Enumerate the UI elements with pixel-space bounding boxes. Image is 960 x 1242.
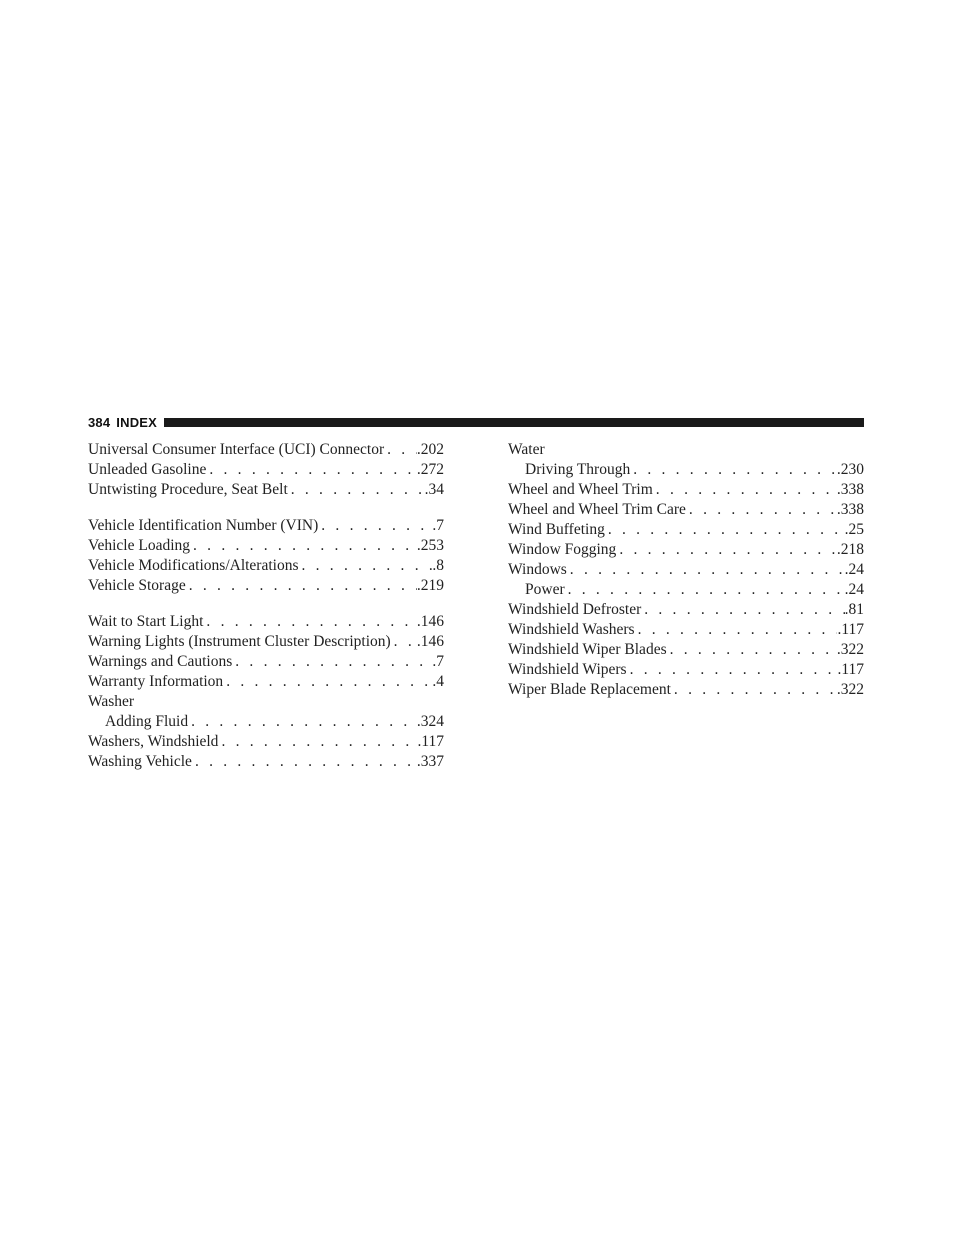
index-entry (88, 612, 444, 632)
entry-page: .34 (424, 481, 444, 498)
index-subentry (508, 580, 864, 600)
group-spacer (88, 500, 444, 516)
dot-leader (318, 516, 432, 536)
index-entry (508, 500, 864, 520)
entry-title: Power (525, 581, 565, 598)
dot-leader (630, 460, 837, 480)
header-rule (164, 418, 864, 427)
entry-title: Windshield Wiper Blades (508, 641, 667, 658)
entry-page: .81 (844, 601, 864, 618)
entry-title: Warning Lights (Instrument Cluster Description) (88, 633, 391, 650)
index-entry (88, 752, 444, 772)
group-spacer (88, 596, 444, 612)
dot-leader (565, 580, 845, 600)
dot-leader (188, 712, 417, 732)
entry-page: .338 (836, 501, 864, 518)
entry-title: Vehicle Loading (88, 537, 191, 554)
entry-page: .202 (416, 441, 444, 458)
entry-title: Driving Through (525, 461, 631, 478)
index-entry (88, 576, 444, 596)
entry-title: Universal Consumer Interface (UCI) Connector (88, 441, 385, 458)
entry-title: Windshield Wipers (508, 661, 627, 678)
index-entry (88, 652, 444, 672)
dot-leader (671, 680, 837, 700)
entry-page: .24 (844, 561, 864, 578)
entry-title: Vehicle Identification Number (VIN) (88, 517, 319, 534)
index-heading: Water (508, 441, 545, 458)
entry-title: Vehicle Modifications/Alterations (88, 557, 299, 574)
dot-leader (567, 560, 845, 580)
index-entry (508, 600, 864, 620)
entry-title: Window Fogging (508, 541, 617, 558)
index-entry (508, 620, 864, 640)
dot-leader (391, 632, 417, 652)
entry-page: .7 (432, 517, 444, 534)
dot-leader (616, 540, 837, 560)
dot-leader (203, 612, 416, 632)
index-entry (88, 536, 444, 556)
header-label (88, 415, 157, 430)
entry-title: Wheel and Wheel Trim Care (508, 501, 686, 518)
dot-leader (653, 480, 837, 500)
entry-title: Warnings and Cautions (88, 653, 233, 670)
entry-page: .117 (417, 733, 444, 750)
dot-leader (686, 500, 837, 520)
page-number: 384 (88, 414, 111, 430)
dot-leader (667, 640, 837, 660)
dot-leader (635, 620, 838, 640)
entry-title: Adding Fluid (105, 713, 189, 730)
dot-leader (299, 556, 433, 576)
entry-page: .272 (416, 461, 444, 478)
entry-title: Untwisting Procedure, Seat Belt (88, 481, 288, 498)
index-subentry (88, 712, 444, 732)
dot-leader (192, 752, 417, 772)
entry-title: Washers, Windshield (88, 733, 219, 750)
section-title: INDEX (116, 414, 158, 430)
index-entry (508, 540, 864, 560)
entry-page: .7 (432, 653, 444, 670)
index-entry (88, 516, 444, 536)
entry-page: .230 (836, 461, 864, 478)
index-entry (508, 640, 864, 660)
index-column-left (88, 440, 444, 772)
entry-page: .25 (844, 521, 864, 538)
entry-page: .338 (836, 481, 864, 498)
index-entry (88, 480, 444, 500)
entry-page: .146 (416, 633, 444, 650)
dot-leader (288, 480, 425, 500)
entry-title: Wiper Blade Replacement (508, 681, 671, 698)
dot-leader (232, 652, 432, 672)
index-entry (88, 556, 444, 576)
dot-leader (190, 536, 417, 556)
index-entry (508, 560, 864, 580)
dot-leader (641, 600, 844, 620)
entry-page: .322 (836, 641, 864, 658)
dot-leader (605, 520, 845, 540)
index-entry (88, 672, 444, 692)
index-entry (508, 480, 864, 500)
entry-title: Windshield Defroster (508, 601, 642, 618)
entry-title: Windshield Washers (508, 621, 635, 638)
index-entry (508, 680, 864, 700)
index-entry (88, 732, 444, 752)
entry-title: Wheel and Wheel Trim (508, 481, 653, 498)
entry-page: .146 (416, 613, 444, 630)
entry-title: Wind Buffeting (508, 521, 605, 538)
index-column-right (508, 440, 864, 700)
index-entry (88, 460, 444, 480)
entry-title: Warranty Information (88, 673, 224, 690)
page-header (88, 414, 864, 430)
entry-page: .218 (836, 541, 864, 558)
index-entry (88, 440, 444, 460)
entry-title: Washing Vehicle (88, 753, 192, 770)
index-entry (508, 660, 864, 680)
dot-leader (627, 660, 838, 680)
entry-page: .324 (416, 713, 444, 730)
entry-page: .337 (416, 753, 444, 770)
entry-page: .219 (416, 577, 444, 594)
entry-title: Windows (508, 561, 567, 578)
entry-title: Unleaded Gasoline (88, 461, 207, 478)
entry-page: .4 (432, 673, 444, 690)
index-entry (88, 632, 444, 652)
entry-page: .8 (432, 557, 444, 574)
entry-page: .117 (837, 621, 864, 638)
entry-title: Wait to Start Light (88, 613, 204, 630)
index-subentry (508, 460, 864, 480)
entry-title: Vehicle Storage (88, 577, 186, 594)
entry-page: .117 (837, 661, 864, 678)
dot-leader (223, 672, 432, 692)
index-heading: Washer (88, 693, 135, 710)
dot-leader (384, 440, 417, 460)
entry-page: .322 (836, 681, 864, 698)
entry-page: .253 (416, 537, 444, 554)
index-entry (508, 520, 864, 540)
dot-leader (206, 460, 417, 480)
dot-leader (218, 732, 417, 752)
entry-page: .24 (844, 581, 864, 598)
dot-leader (186, 576, 417, 596)
